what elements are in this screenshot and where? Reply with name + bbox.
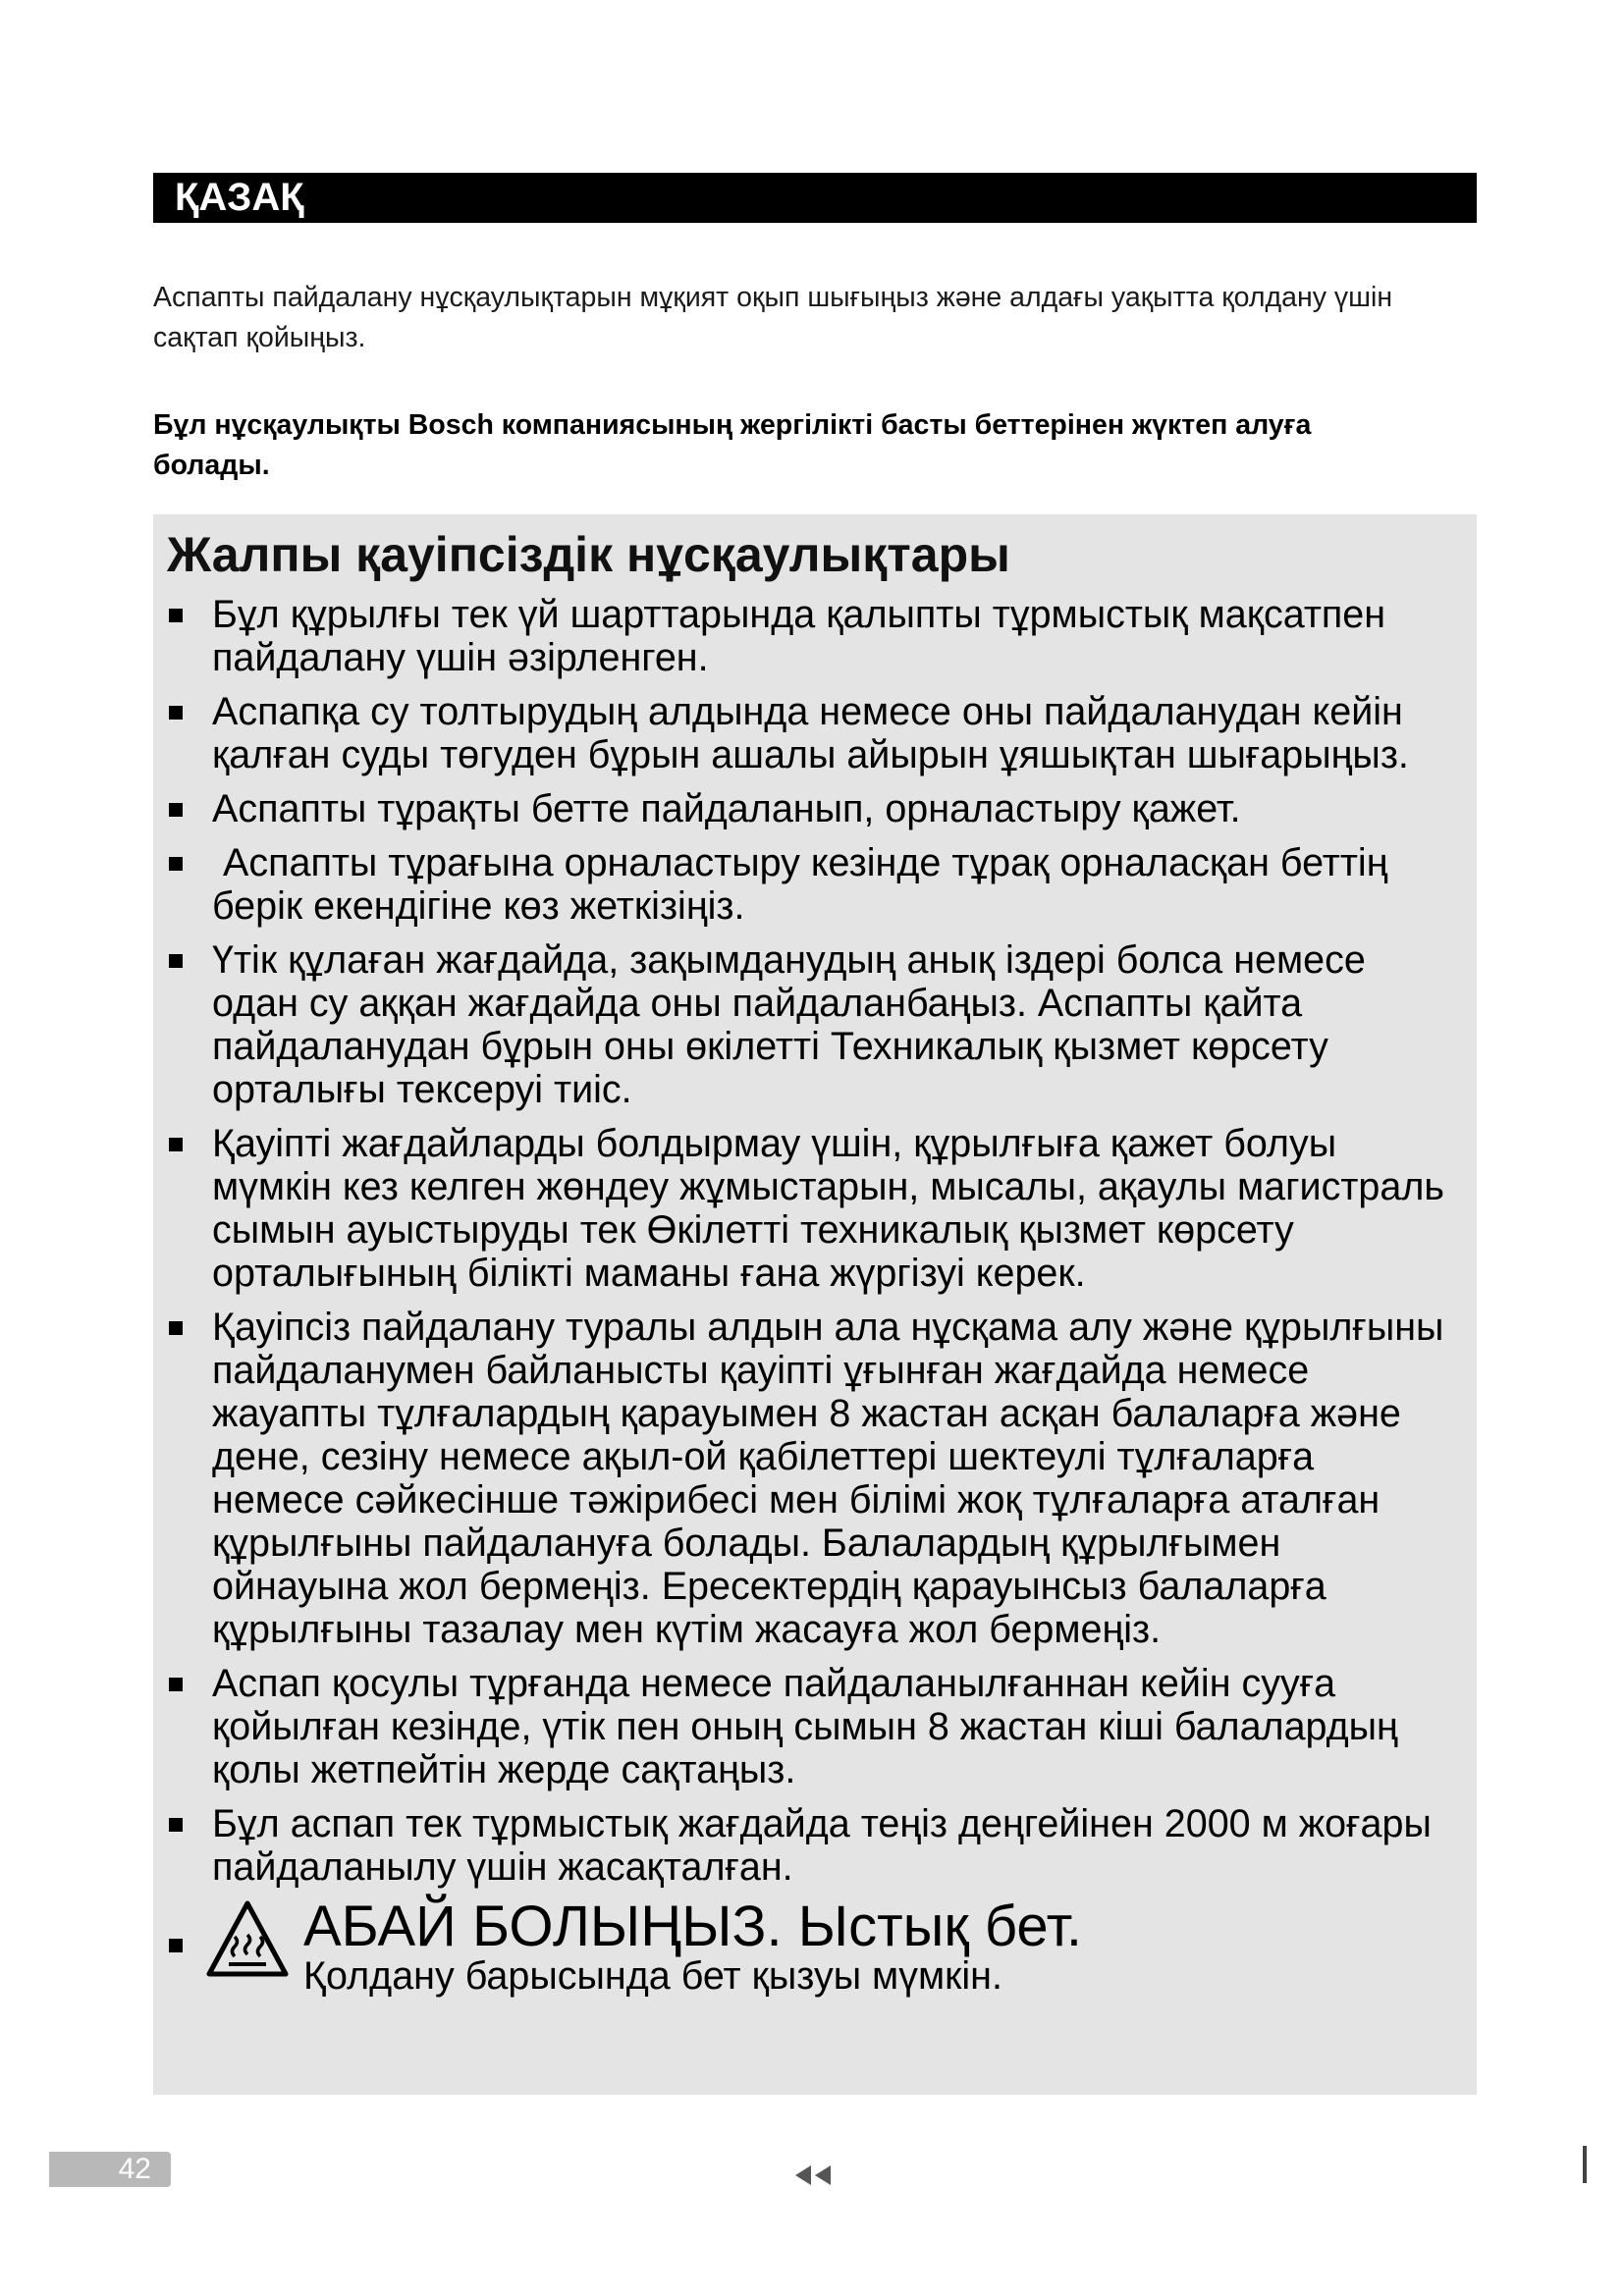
- safety-item: [153, 690, 1477, 776]
- language-header: [153, 173, 1477, 223]
- bullet-icon: [169, 1939, 183, 1952]
- safety-item-text: Аспап қосулы тұрғанда немесе пайдаланылғаннан кейін сууға қойылған кезінде, үтік пен оның сымын 8 жастан кіші балалардың қолы жетпейтін жерде сақтаңыз.: [212, 1662, 1398, 1791]
- safety-title: Жалпы қауіпсіздік нұсқаулықтары: [167, 527, 1010, 582]
- safety-section: [153, 514, 1477, 2095]
- page-edge-divider: [1583, 2146, 1587, 2183]
- safety-item-text: Бұл аспап тек тұрмыстық жағдайда теңіз деңгейінен 2000 м жоғары пайдаланылу үшін жасақталған.: [212, 1802, 1432, 1889]
- previous-arrows-icon[interactable]: [793, 2163, 837, 2187]
- safety-item-text: Аспапты тұрақты бетте пайдаланып, орналастыру қажет.: [212, 787, 1241, 830]
- bullet-icon: [169, 1818, 183, 1832]
- safety-item-text: Бұл құрылғы тек үй шарттарында қалыпты тұрмыстық мақсатпен пайдалану үшін әзірленген.: [212, 593, 1386, 679]
- download-note: Бұл нұсқаулықты Bosch компаниясының жергілікті басты беттерінен жүктеп алуға болады.: [153, 409, 1312, 481]
- bullet-icon: [169, 954, 183, 968]
- safety-item: [153, 841, 1477, 928]
- safety-item-text: Қауіпті жағдайларды болдырмау үшін, құрылғыға қажет болуы мүмкін кез келген жөндеу жұмыстарын, мысалы, ақаулы магистраль сымын ауыстыруды тек Өкілетті техникалық қызмет көрсету орталығының білікті маманы ғана жүргізуі керек.: [212, 1122, 1444, 1295]
- safety-item-text: Үтік құлаған жағдайда, зақымданудың анық іздері болса немесе одан су аққан жағдайда оны пайдаланбаңыз. Аспапты қайта пайдаланудан бұрын оны өкілетті Техникалық қызмет көрсету орталығы тексеруі тиіс.: [212, 938, 1366, 1111]
- safety-item: [153, 1122, 1477, 1295]
- bullet-icon: [169, 1138, 183, 1151]
- hot-surface-warning-icon: [205, 1899, 290, 1978]
- safety-item: [153, 593, 1477, 679]
- bullet-icon: [169, 609, 183, 622]
- safety-item: [153, 1306, 1477, 1651]
- hot-surface-warning: [153, 1895, 1477, 1998]
- bullet-icon: [169, 803, 183, 817]
- bullet-icon: [169, 1678, 183, 1691]
- bullet-icon: [169, 857, 183, 871]
- safety-item: [153, 1802, 1477, 1889]
- page-number: [49, 2152, 171, 2187]
- safety-list: [153, 593, 1477, 1998]
- safety-item-text: Аспапқа су толтырудың алдында немесе оны пайдаланудан кейін қалған суды төгуден бұрын ашалы айырын ұяшықтан шығарыңыз.: [212, 690, 1409, 776]
- safety-item: [153, 787, 1477, 830]
- bullet-icon: [169, 1321, 183, 1335]
- warning-heading: АБАЙ БОЛЫҢЫЗ. Ыстық бет.: [303, 1895, 1082, 1958]
- safety-item: [153, 1662, 1477, 1791]
- page-number-label: 42: [118, 2153, 151, 2185]
- language-label: ҚАЗАҚ: [175, 176, 304, 219]
- safety-item-text: Қауіпсіз пайдалану туралы алдын ала нұсқама алу және құрылғыны пайдаланумен байланысты қауіпті ұғынған жағдайда немесе жауапты тұлғалардың қарауымен 8 жастан асқан балаларға және дене, сезіну немесе ақыл-ой қабілеттері шектеулі тұлғаларға немесе сәйкесінше тәжірибесі мен білімі жоқ тұлғаларға аталған құрылғыны пайдалануға болады. Балалардың құрылғымен ойнауына жол бермеңіз. Ересектердің қарауынсыз балаларға құрылғыны тазалау мен күтім жасауға жол бермеңіз.: [212, 1306, 1444, 1651]
- safety-item-text: Аспапты тұрағына орналастыру кезінде тұрақ орналасқан беттің берік екендігіне көз жеткізіңіз.: [212, 841, 1399, 928]
- intro-text: Аспапты пайдалану нұсқаулықтарын мұқият оқып шығыңыз және алдағы уақытта қолдану үшін сақтап қойыңыз.: [153, 282, 1393, 353]
- bullet-icon: [169, 706, 183, 720]
- warning-text: Қолдану барысында бет қызуы мүмкін.: [303, 1954, 1002, 1998]
- safety-item: [153, 938, 1477, 1111]
